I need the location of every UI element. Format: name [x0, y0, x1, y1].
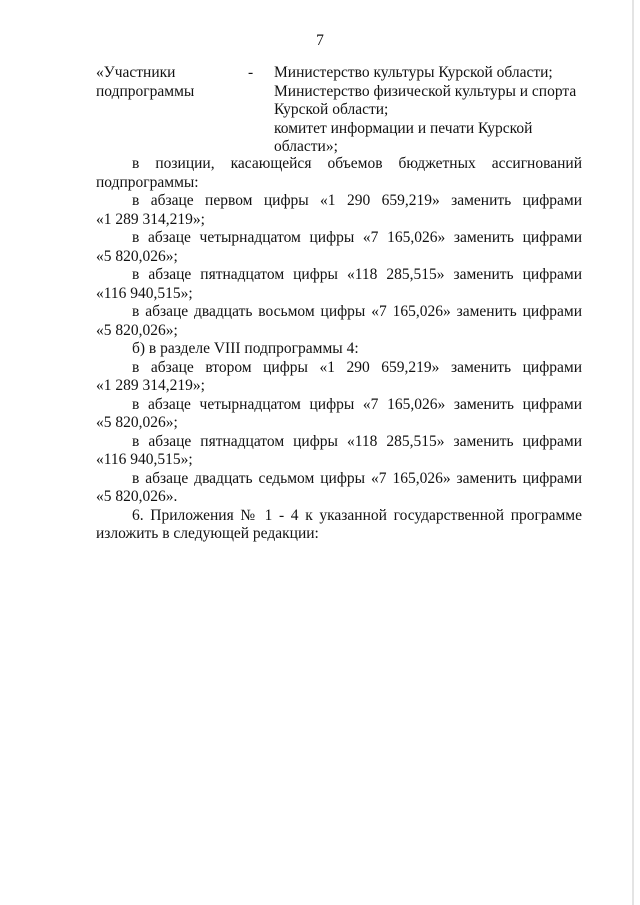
text-line: «5 820,026»;: [96, 414, 178, 431]
participants-values: [274, 64, 582, 157]
text-line: в абзаце первом цифры «1 290 659,219» заменить цифрами: [132, 192, 582, 209]
text-line: «116 940,515»;: [96, 284, 193, 302]
text-line: в абзаце втором цифры «1 290 659,219» заменить цифрами: [132, 358, 582, 376]
text-line: подпрограммы:: [96, 173, 199, 191]
text-line: «5 820,026».: [96, 488, 178, 505]
text-line: «5 820,026»;: [96, 247, 178, 265]
participant-line: Министерство культуры Курской области;: [274, 64, 553, 81]
participants-dash: -: [248, 64, 254, 81]
text-line: «5 820,026»;: [96, 321, 178, 339]
scan-edge: [632, 0, 634, 905]
participants-label: [96, 64, 246, 101]
text-line: «116 940,515»;: [96, 451, 193, 468]
text-line: «1 289 314,219»;: [96, 377, 205, 394]
participant-line: области»;: [274, 138, 338, 155]
text-line: б) в разделе VIII подпрограммы 4:: [132, 340, 359, 357]
text-line: в абзаце двадцать восьмом цифры «7 165,026» заменить цифрами: [132, 303, 582, 320]
text-line: в позиции, касающейся объемов бюджетных ассигнований: [132, 155, 582, 172]
amendments-text: [96, 155, 582, 544]
participant-line: комитет информации и печати Курской: [274, 119, 533, 137]
participants-label-line: «Участники: [96, 64, 176, 81]
text-line: изложить в следующей редакции:: [96, 525, 319, 542]
text-line: в абзаце пятнадцатом цифры «118 285,515» заменить цифрами: [132, 266, 582, 283]
participants-label-line: подпрограммы: [96, 82, 195, 100]
text-line: в абзаце двадцать седьмом цифры «7 165,026» заменить цифрами: [132, 469, 582, 487]
participant-line: Министерство физической культуры и спорта: [274, 82, 577, 100]
text-line: «1 289 314,219»;: [96, 210, 205, 228]
page-number: 7: [316, 32, 324, 49]
participant-line: Курской области;: [274, 101, 389, 118]
text-line: в абзаце четырнадцатом цифры «7 165,026» заменить цифрами: [132, 229, 582, 246]
text-line: 6. Приложения № 1 - 4 к указанной государственной программе: [132, 506, 582, 524]
text-line: в абзаце четырнадцатом цифры «7 165,026» заменить цифрами: [132, 395, 582, 413]
text-line: в абзаце пятнадцатом цифры «118 285,515» заменить цифрами: [132, 432, 582, 450]
